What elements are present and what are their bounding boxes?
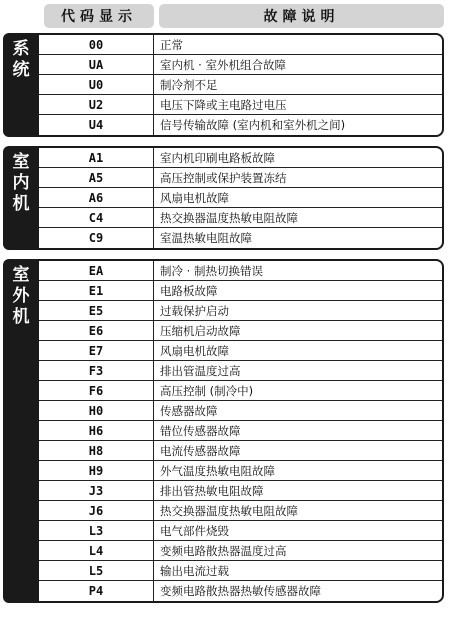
error-code: H8 bbox=[39, 441, 154, 460]
table-row bbox=[39, 168, 442, 188]
group-table bbox=[39, 33, 444, 137]
error-code: E7 bbox=[39, 341, 154, 360]
error-code: F3 bbox=[39, 361, 154, 380]
error-code: J3 bbox=[39, 481, 154, 500]
code-column-header: 代码显示 bbox=[44, 4, 154, 28]
table-row bbox=[39, 55, 442, 75]
fault-description: 电路板故障 bbox=[160, 283, 218, 298]
table-row bbox=[39, 281, 442, 301]
group-table bbox=[39, 146, 444, 250]
error-code: A1 bbox=[39, 148, 154, 167]
error-code: E1 bbox=[39, 281, 154, 300]
fault-description: 制冷 · 制热切换错误 bbox=[160, 263, 263, 278]
table-row bbox=[39, 228, 442, 248]
fault-description: 变频电路散热器温度过高 bbox=[160, 543, 287, 558]
error-code: UA bbox=[39, 55, 154, 74]
error-code: L5 bbox=[39, 561, 154, 580]
fault-description: 电气部件烧毁 bbox=[160, 523, 229, 538]
table-row bbox=[39, 208, 442, 228]
error-code: A5 bbox=[39, 168, 154, 187]
fault-description: 电压下降或主电路过电压 bbox=[160, 97, 287, 112]
fault-description: 信号传输故障 (室内机和室外机之间) bbox=[160, 118, 346, 132]
description-column-header: 故障说明 bbox=[159, 4, 444, 28]
table-row bbox=[39, 481, 442, 501]
table-row bbox=[39, 75, 442, 95]
fault-description: 错位传感器故障 bbox=[160, 423, 241, 438]
group-label-char: 内 bbox=[12, 173, 30, 193]
group-label bbox=[3, 146, 39, 250]
error-code: C9 bbox=[39, 228, 154, 248]
error-code: U0 bbox=[39, 75, 154, 94]
fault-description: 传感器故障 bbox=[160, 403, 218, 418]
error-code: A6 bbox=[39, 188, 154, 207]
fault-description: 外气温度热敏电阻故障 bbox=[160, 463, 275, 478]
group-label-char: 统 bbox=[12, 60, 30, 80]
table-row bbox=[39, 301, 442, 321]
fault-description: 室内机印刷电路板故障 bbox=[160, 150, 275, 165]
error-code: 00 bbox=[39, 35, 154, 54]
fault-description: 风扇电机故障 bbox=[160, 343, 229, 358]
table-row bbox=[39, 521, 442, 541]
error-code: U4 bbox=[39, 115, 154, 135]
group-label-char: 机 bbox=[12, 194, 30, 214]
fault-description: 变频电路散热器热敏传感器故障 bbox=[160, 584, 321, 598]
table-row bbox=[39, 95, 442, 115]
table-row bbox=[39, 361, 442, 381]
error-code: F6 bbox=[39, 381, 154, 400]
table-row bbox=[39, 115, 442, 135]
table-row bbox=[39, 581, 442, 601]
table-row bbox=[39, 501, 442, 521]
group-outdoor-unit bbox=[3, 259, 444, 603]
table-row bbox=[39, 561, 442, 581]
fault-description: 热交换器温度热敏电阻故障 bbox=[160, 210, 298, 225]
group-label-char: 系 bbox=[12, 39, 30, 59]
error-code: H9 bbox=[39, 461, 154, 480]
error-code: L3 bbox=[39, 521, 154, 540]
error-code: H6 bbox=[39, 421, 154, 440]
table-row bbox=[39, 541, 442, 561]
fault-description: 排出管热敏电阻故障 bbox=[160, 483, 264, 498]
fault-description: 输出电流过载 bbox=[160, 563, 229, 578]
fault-description: 压缩机启动故障 bbox=[160, 323, 241, 338]
error-code: E5 bbox=[39, 301, 154, 320]
table-row bbox=[39, 421, 442, 441]
error-code: C4 bbox=[39, 208, 154, 227]
table-row bbox=[39, 381, 442, 401]
error-code: H0 bbox=[39, 401, 154, 420]
fault-description: 高压控制 (制冷中) bbox=[160, 383, 254, 398]
group-system bbox=[3, 33, 444, 137]
table-row bbox=[39, 461, 442, 481]
group-table bbox=[39, 259, 444, 603]
group-label-char: 外 bbox=[12, 286, 30, 306]
table-row bbox=[39, 441, 442, 461]
fault-description: 制冷剂不足 bbox=[160, 77, 218, 92]
fault-description: 排出管温度过高 bbox=[160, 363, 241, 378]
fault-description: 正常 bbox=[160, 37, 183, 52]
table-row bbox=[39, 35, 442, 55]
fault-description: 室内机 · 室外机组合故障 bbox=[160, 57, 286, 72]
error-code: E6 bbox=[39, 321, 154, 340]
error-code: U2 bbox=[39, 95, 154, 114]
table-row bbox=[39, 188, 442, 208]
group-label-char: 室 bbox=[12, 265, 30, 285]
error-code: L4 bbox=[39, 541, 154, 560]
fault-description: 风扇电机故障 bbox=[160, 190, 229, 205]
fault-description: 热交换器温度热敏电阻故障 bbox=[160, 503, 298, 518]
group-indoor-unit bbox=[3, 146, 444, 250]
group-label-char: 机 bbox=[12, 307, 30, 327]
group-label bbox=[3, 259, 39, 603]
fault-description: 过载保护启动 bbox=[160, 303, 229, 318]
fault-description: 电流传感器故障 bbox=[160, 443, 241, 458]
fault-description: 室温热敏电阻故障 bbox=[160, 231, 252, 245]
error-code: EA bbox=[39, 261, 154, 280]
group-label-char: 室 bbox=[12, 152, 30, 172]
error-code: J6 bbox=[39, 501, 154, 520]
group-label bbox=[3, 33, 39, 137]
error-code: P4 bbox=[39, 581, 154, 601]
table-row bbox=[39, 341, 442, 361]
table-row bbox=[39, 261, 442, 281]
fault-description: 高压控制或保护装置冻结 bbox=[160, 170, 287, 185]
table-row bbox=[39, 321, 442, 341]
table-row bbox=[39, 401, 442, 421]
table-row bbox=[39, 148, 442, 168]
